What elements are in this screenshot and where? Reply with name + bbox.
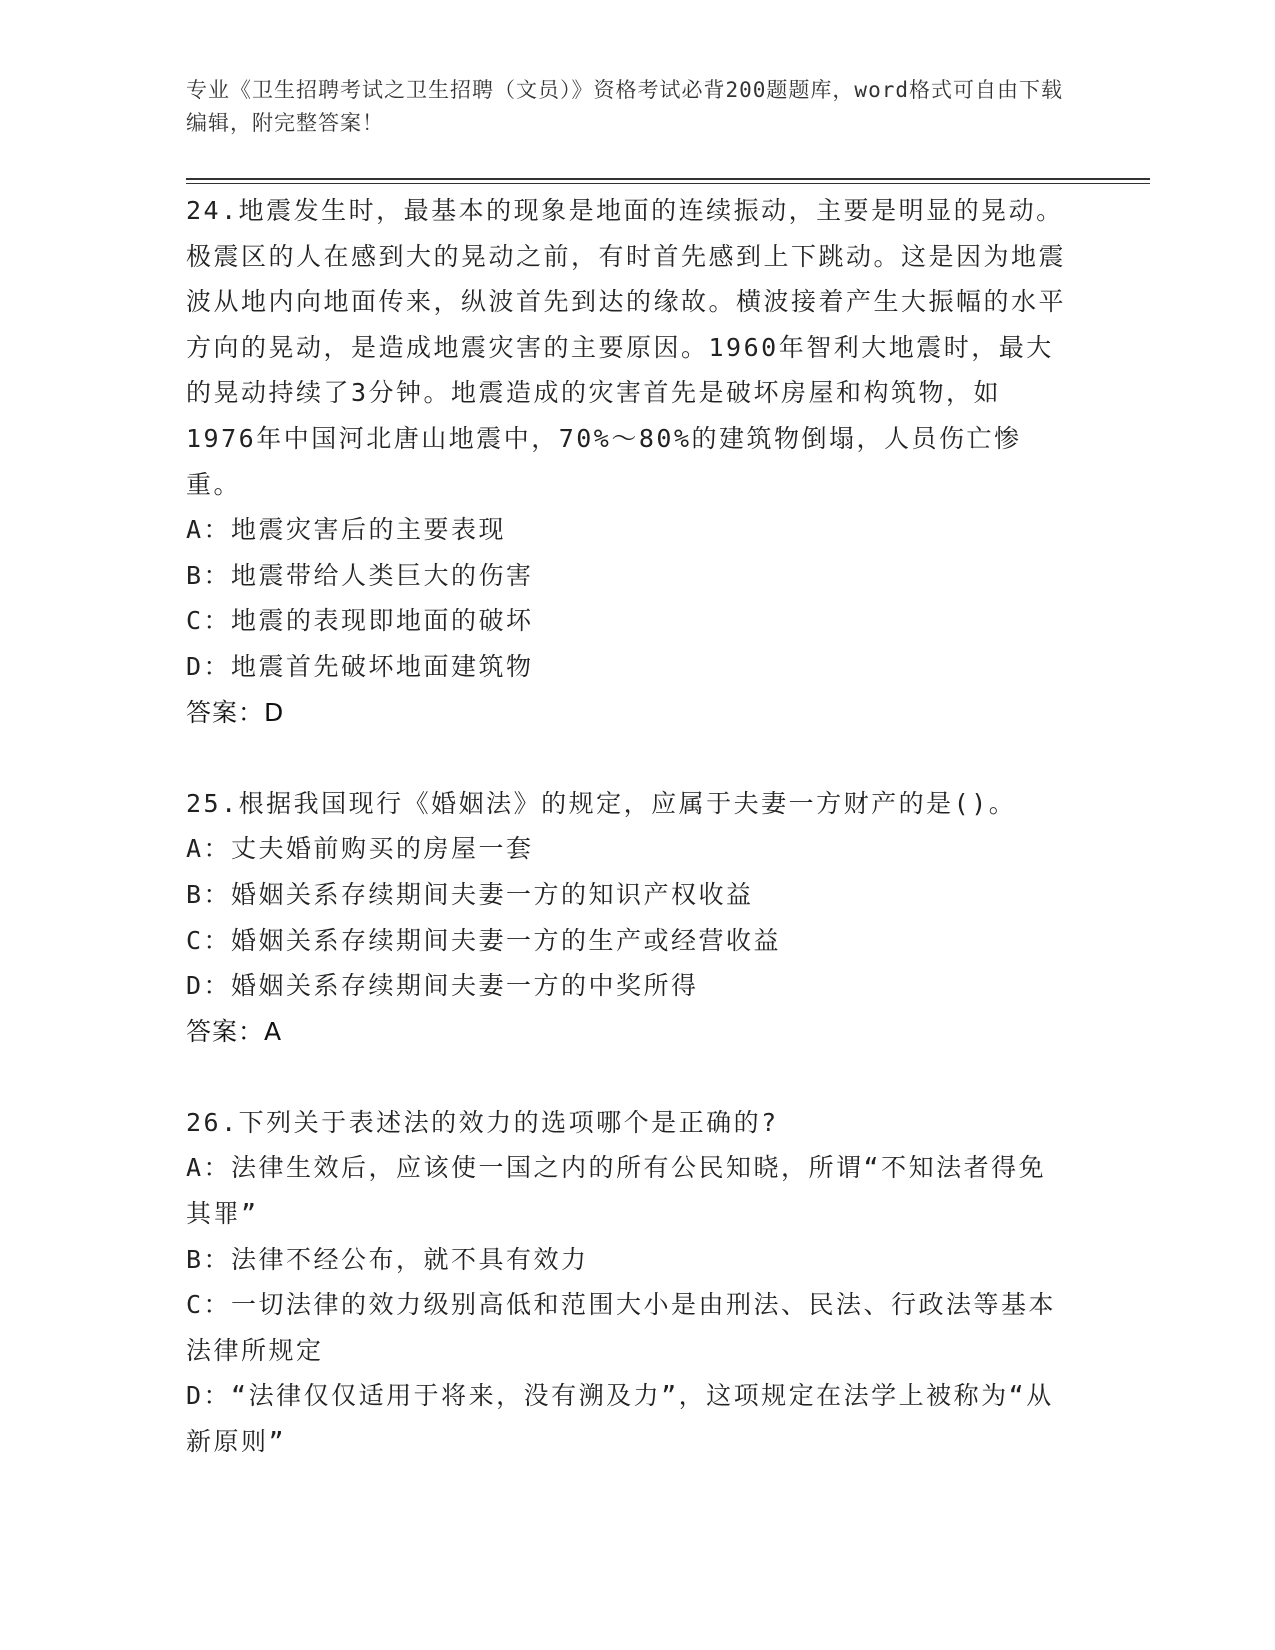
question-text: 25.根据我国现行《婚姻法》的规定，应属于夫妻一方财产的是()。 bbox=[186, 788, 1017, 818]
option-d: D：地震首先破坏地面建筑物 bbox=[186, 651, 534, 681]
option-b: B：地震带给人类巨大的伤害 bbox=[186, 560, 534, 590]
option-b: B：婚姻关系存续期间夫妻一方的知识产权收益 bbox=[186, 879, 754, 909]
option-b: B：法律不经公布，就不具有效力 bbox=[186, 1244, 589, 1274]
question-26 bbox=[186, 1100, 1066, 1465]
question-text: 26.下列关于表述法的效力的选项哪个是正确的? bbox=[186, 1107, 779, 1137]
header-divider bbox=[186, 178, 1150, 184]
question-list bbox=[186, 188, 1066, 1465]
option-d: D：“法律仅仅适用于将来，没有溯及力”，这项规定在法学上被称为“从新原则” bbox=[186, 1381, 1054, 1457]
option-c: C：婚姻关系存续期间夫妻一方的生产或经营收益 bbox=[186, 925, 782, 955]
answer-label: 答案：A bbox=[186, 1016, 283, 1046]
option-c: C：一切法律的效力级别高低和范围大小是由刑法、民法、行政法等基本法律所规定 bbox=[186, 1290, 1057, 1365]
option-a: A：法律生效后，应该使一国之内的所有公民知晓，所谓“不知法者得免其罪” bbox=[186, 1153, 1047, 1229]
option-a: A：地震灾害后的主要表现 bbox=[186, 515, 507, 545]
option-a: A：丈夫婚前购买的房屋一套 bbox=[186, 834, 534, 864]
answer-label: 答案：D bbox=[186, 697, 285, 727]
option-c: C：地震的表现即地面的破坏 bbox=[186, 606, 534, 636]
page-header: 专业《卫生招聘考试之卫生招聘（文员）》资格考试必背200题题库，word格式可自由下载编辑，附完整答案！ bbox=[186, 78, 1063, 135]
question-text: 24.地震发生时，最基本的现象是地面的连续振动，主要是明显的晃动。极震区的人在感到大的晃动之前，有时首先感到上下跳动。这是因为地震波从地内向地面传来，纵波首先到达的缘故。横波接着产生大振幅的水平方向的晃动，是造成地震灾害的主要原因。1960年智利大地震时，最大的晃动持续了3分钟。地震造成的灾害首先是破坏房屋和构筑物，如1976年中国河北唐山地震中，70%～80%的建筑物倒塌，人员伤亡惨重。 bbox=[186, 196, 1067, 499]
question-24 bbox=[186, 188, 1066, 735]
option-d: D：婚姻关系存续期间夫妻一方的中奖所得 bbox=[186, 971, 699, 1001]
question-25 bbox=[186, 781, 1066, 1055]
